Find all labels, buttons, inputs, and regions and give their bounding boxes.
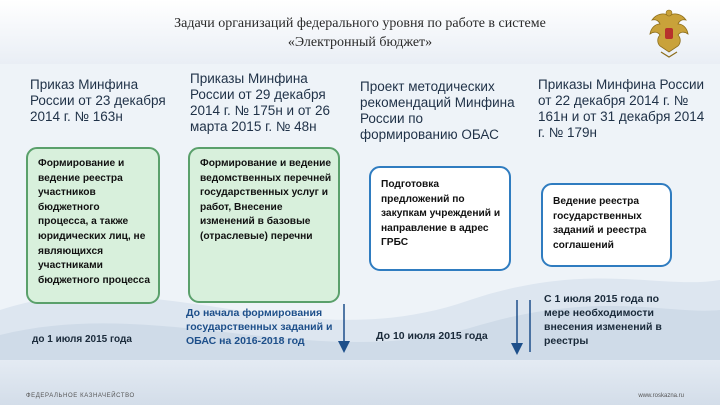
column-1-heading: Приказ Минфина России от 23 декабря 2014 г. № 163н <box>30 77 166 124</box>
title-line-2: «Электронный бюджет» <box>287 35 433 50</box>
column-2-heading: Приказы Минфина России от 29 декабря 2014 г. № 175н и от 26 марта 2015 г. № 48н <box>190 71 330 134</box>
column-1-task-text: Формирование и ведение реестра участников бюджетного процесса, а также юридических лиц, не являющихся участниками бюджетного процесса <box>38 158 150 286</box>
column-3-task-text: Подготовка предложений по закупкам учреждений и направление в адрес ГРБС <box>381 179 501 249</box>
column-4-heading: Приказы Минфина России от 22 декабря 2014 г. № 161н и от 31 декабря 2014 г. № 179н <box>538 77 705 140</box>
column-4-task-text: Ведение реестра государственных заданий и реестра соглашений <box>553 196 647 251</box>
footer-organization: ФЕДЕРАЛЬНОЕ КАЗНАЧЕЙСТВО <box>26 393 135 399</box>
column-2-task-text: Формирование и ведение ведомственных перечней государственных услуг и работ, Внесение изменений в базовые (отраслевые) перечни <box>200 158 332 242</box>
column-1-deadline: до 1 июля 2015 года <box>32 334 132 345</box>
column-2-deadline: До начала формирования государственных заданий и ОБАС на 2016-2018 год <box>186 307 333 347</box>
column-3-heading: Проект методических рекомендаций Минфина России по формированию ОБАС <box>360 79 515 142</box>
column-4-deadline: С 1 июля 2015 года по мере необходимости внесения изменений в реестры <box>544 293 662 347</box>
title-line-1: Задачи организаций федерального уровня по работе в системе <box>174 16 546 31</box>
column-3-deadline: До 10 июля 2015 года <box>376 330 488 342</box>
footer-website: www.roskazna.ru <box>638 393 684 399</box>
